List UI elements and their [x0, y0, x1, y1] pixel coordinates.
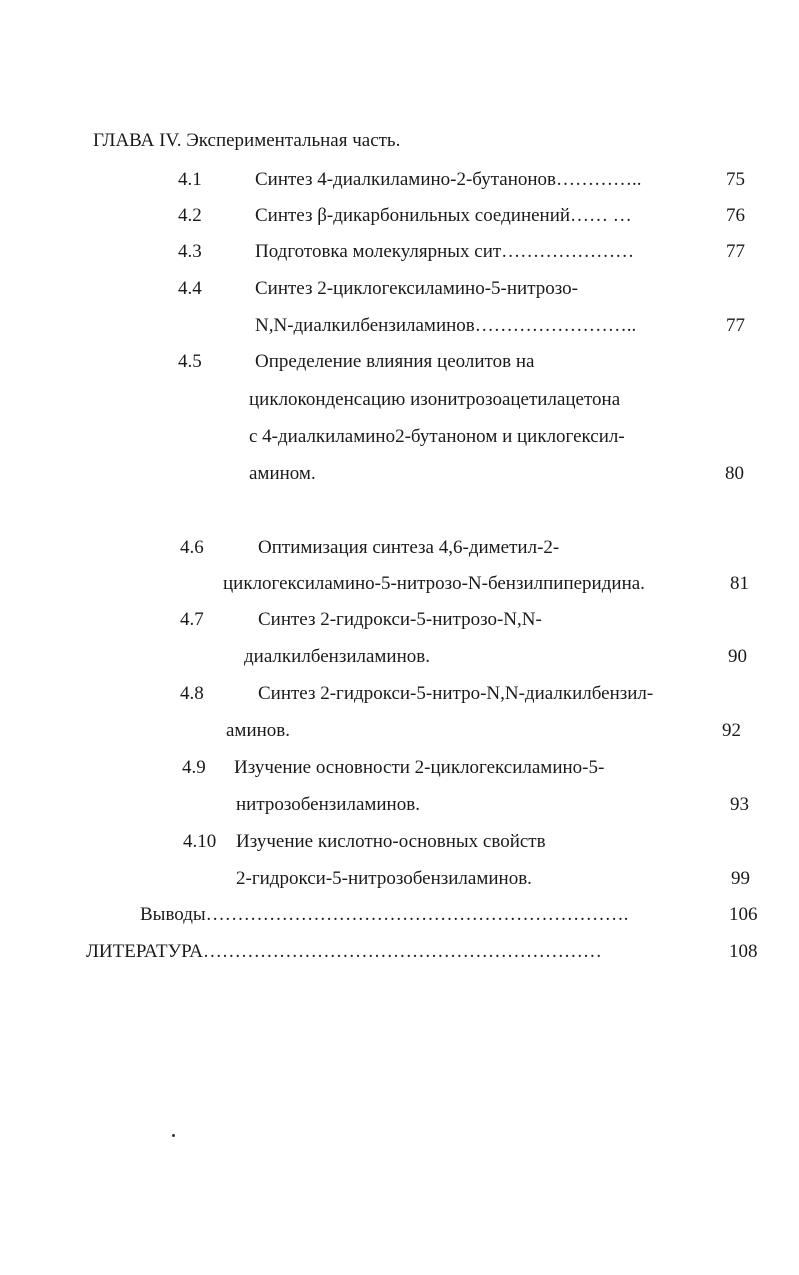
- entry-number: 4.6: [180, 537, 204, 558]
- entry-number: 4.3: [178, 241, 202, 262]
- entry-title: Оптимизация синтеза 4,6-диметил-2-: [258, 537, 560, 558]
- entry-number: 4.1: [178, 169, 202, 190]
- entry-title-continued: циклогексиламино-5-нитрозо-N-бензилпиперидина.: [223, 573, 645, 594]
- entry-title: Синтез 4-диалкиламино-2-бутанонов…………..: [255, 169, 642, 190]
- entry-page: 76: [726, 205, 745, 226]
- entry-title-continued: N,N-диалкилбензиламинов……………………..: [255, 315, 637, 336]
- entry-number: 4.9: [182, 757, 206, 778]
- entry-page: 81: [730, 573, 749, 594]
- entry-title: ЛИТЕРАТУРА………………………………………………………: [86, 941, 602, 962]
- entry-title: Определение влияния цеолитов на: [255, 351, 535, 372]
- entry-number: 4.10: [183, 831, 217, 852]
- entry-page: 92: [722, 720, 741, 741]
- entry-number: 4.7: [180, 609, 204, 630]
- chapter-title: ГЛАВА IV. Экспериментальная часть.: [93, 130, 401, 151]
- entry-page: 99: [731, 868, 750, 889]
- entry-title-continued: аминов.: [226, 720, 291, 741]
- entry-title-continued: диалкилбензиламинов.: [244, 646, 430, 667]
- entry-title: Подготовка молекулярных сит…………………: [255, 241, 635, 262]
- entry-page: 77: [726, 241, 745, 262]
- entry-page: 93: [730, 794, 749, 815]
- entry-title: Изучение основности 2-циклогексиламино-5-: [234, 757, 605, 778]
- scan-speck: [172, 1134, 175, 1137]
- entry-number: 4.4: [178, 278, 202, 299]
- entry-page: 80: [725, 463, 744, 484]
- entry-title: Синтез 2-гидрокси-5-нитрозо-N,N-: [258, 609, 542, 630]
- entry-page: 90: [728, 646, 747, 667]
- entry-title: Синтез β-дикарбонильных соединений…… …: [255, 205, 632, 226]
- entry-title: Изучение кислотно-основных свойств: [236, 831, 546, 852]
- entry-title: Выводы………………………………………………………….: [140, 904, 629, 925]
- entry-title-continued: амином.: [249, 463, 316, 484]
- entry-title-continued: нитрозобензиламинов.: [236, 794, 420, 815]
- entry-page: 75: [726, 169, 745, 190]
- entry-title-continued: с 4-диалкиламино2-бутаноном и циклогексил-: [249, 426, 625, 447]
- entry-number: 4.8: [180, 683, 204, 704]
- entry-title-continued: 2-гидрокси-5-нитрозобензиламинов.: [236, 868, 532, 889]
- entry-title: Синтез 2-циклогексиламино-5-нитрозо-: [255, 278, 578, 299]
- entry-title: Синтез 2-гидрокси-5-нитро-N,N-диалкилбензил-: [258, 683, 654, 704]
- entry-page: 77: [726, 315, 745, 336]
- entry-number: 4.2: [178, 205, 202, 226]
- entry-page: 106: [729, 904, 758, 925]
- entry-page: 108: [729, 941, 758, 962]
- entry-title-continued: циклоконденсацию изонитрозоацетилацетона: [249, 389, 621, 410]
- entry-number: 4.5: [178, 351, 202, 372]
